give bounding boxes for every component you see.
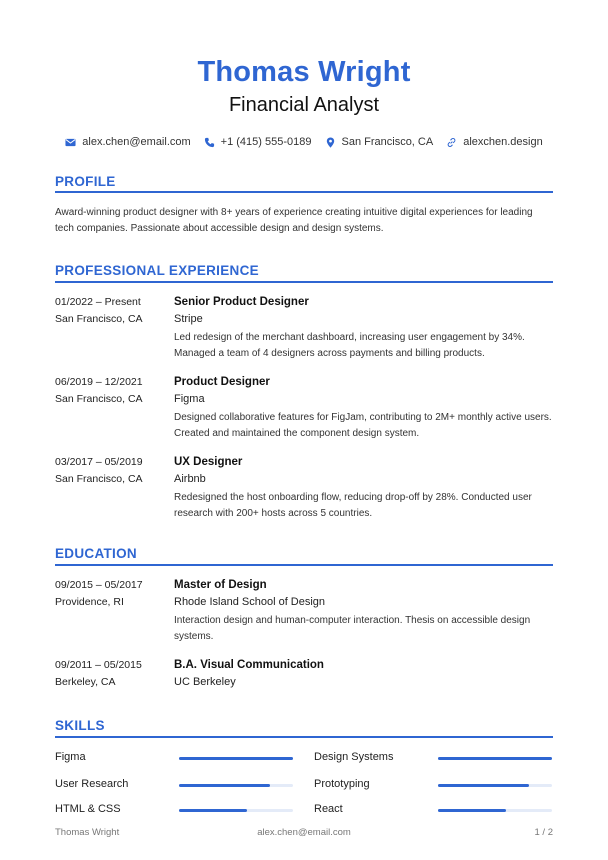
contact-website-text: alexchen.design	[463, 136, 543, 148]
entry-title: B.A. Visual Communication	[174, 659, 324, 671]
candidate-name: Thomas Wright	[197, 56, 411, 88]
skill-level-bar	[179, 757, 293, 760]
skill-name: Figma	[55, 751, 86, 763]
skill-name: Design Systems	[314, 751, 394, 763]
skill-item	[314, 801, 554, 817]
education-divider	[55, 564, 553, 566]
skill-level-track	[438, 757, 552, 760]
entry-organization: Stripe	[174, 313, 203, 325]
entry-dates: 09/2011 – 05/2015	[55, 659, 142, 671]
footer-email: alex.chen@email.com	[257, 827, 351, 838]
contact-phone-text: +1 (415) 555-0189	[220, 136, 312, 148]
education-heading: EDUCATION	[55, 546, 137, 561]
entry-organization: Rhode Island School of Design	[174, 596, 326, 608]
contact-bar	[0, 134, 608, 150]
footer-name: Thomas Wright	[55, 827, 120, 838]
entry-title: UX Designer	[174, 456, 243, 468]
skill-item	[55, 749, 295, 765]
entry-description: Designed collaborative features for FigJam, contributing to 2M+ monthly active users. Created and maintained the component design system.	[174, 412, 552, 439]
skill-level-bar	[438, 784, 529, 787]
entry-dates: 03/2017 – 05/2019	[55, 456, 143, 468]
skill-level-track	[438, 809, 552, 812]
skill-name: User Research	[55, 778, 129, 790]
profile-divider	[55, 191, 553, 193]
skill-level-bar	[179, 784, 270, 787]
skill-level-track	[179, 809, 293, 812]
page-number: 1 / 2	[534, 827, 553, 838]
entry-title: Master of Design	[174, 579, 267, 591]
entry-organization: Airbnb	[174, 473, 206, 485]
contact-location	[325, 136, 434, 148]
candidate-role: Financial Analyst	[228, 94, 380, 116]
experience-divider	[55, 281, 553, 283]
skill-level-track	[438, 784, 552, 787]
skill-name: React	[314, 803, 343, 815]
contact-phone[interactable]	[204, 136, 312, 148]
contact-email[interactable]	[65, 136, 190, 148]
entry-location: San Francisco, CA	[55, 313, 143, 325]
entry-organization: Figma	[174, 393, 205, 405]
experience-heading: PROFESSIONAL EXPERIENCE	[55, 263, 259, 278]
entry-organization: UC Berkeley	[174, 676, 236, 688]
entry-dates: 09/2015 – 05/2017	[55, 579, 143, 591]
entry-title: Senior Product Designer	[174, 296, 309, 308]
skill-item	[55, 776, 295, 792]
skill-level-bar	[438, 809, 506, 812]
entry-location: Providence, RI	[55, 596, 124, 608]
entry-description: Led redesign of the merchant dashboard, increasing user engagement by 34%. Managed a team of 4 designers across payments and billing products.	[174, 332, 525, 359]
skill-name: HTML & CSS	[55, 803, 121, 815]
contact-website[interactable]	[446, 136, 543, 148]
entry-location: Berkeley, CA	[55, 676, 116, 688]
skill-level-bar	[438, 757, 552, 760]
entry-dates: 06/2019 – 12/2021	[55, 376, 143, 388]
entry-location: San Francisco, CA	[55, 393, 143, 405]
skill-item	[314, 776, 554, 792]
entry-description: Interaction design and human-computer interaction. Thesis on accessible design systems.	[174, 615, 531, 642]
skill-level-track	[179, 784, 293, 787]
skill-item	[314, 749, 554, 765]
skills-heading: SKILLS	[55, 718, 105, 733]
map-pin-icon	[325, 137, 336, 148]
skill-name: Prototyping	[314, 778, 370, 790]
contact-email-text: alex.chen@email.com	[82, 136, 191, 148]
skill-level-track	[179, 757, 293, 760]
link-icon	[446, 137, 457, 148]
skill-item	[55, 801, 295, 817]
entry-description: Redesigned the host onboarding flow, reducing drop-off by 28%. Conducted user research with 200+ hosts across 5 countries.	[174, 492, 532, 519]
envelope-icon	[65, 137, 76, 148]
profile-heading: PROFILE	[55, 174, 116, 189]
entry-location: San Francisco, CA	[55, 473, 143, 485]
profile-summary: Award-winning product designer with 8+ years of experience creating intuitive digital experiences for leading tech companies. Passionate about accessible design and design systems.	[55, 207, 533, 234]
entry-title: Product Designer	[174, 376, 270, 388]
skills-divider	[55, 736, 553, 738]
entry-dates: 01/2022 – Present	[55, 296, 141, 308]
phone-icon	[204, 137, 215, 148]
contact-location-text: San Francisco, CA	[341, 136, 434, 148]
page-footer	[55, 826, 553, 840]
skill-level-bar	[179, 809, 247, 812]
